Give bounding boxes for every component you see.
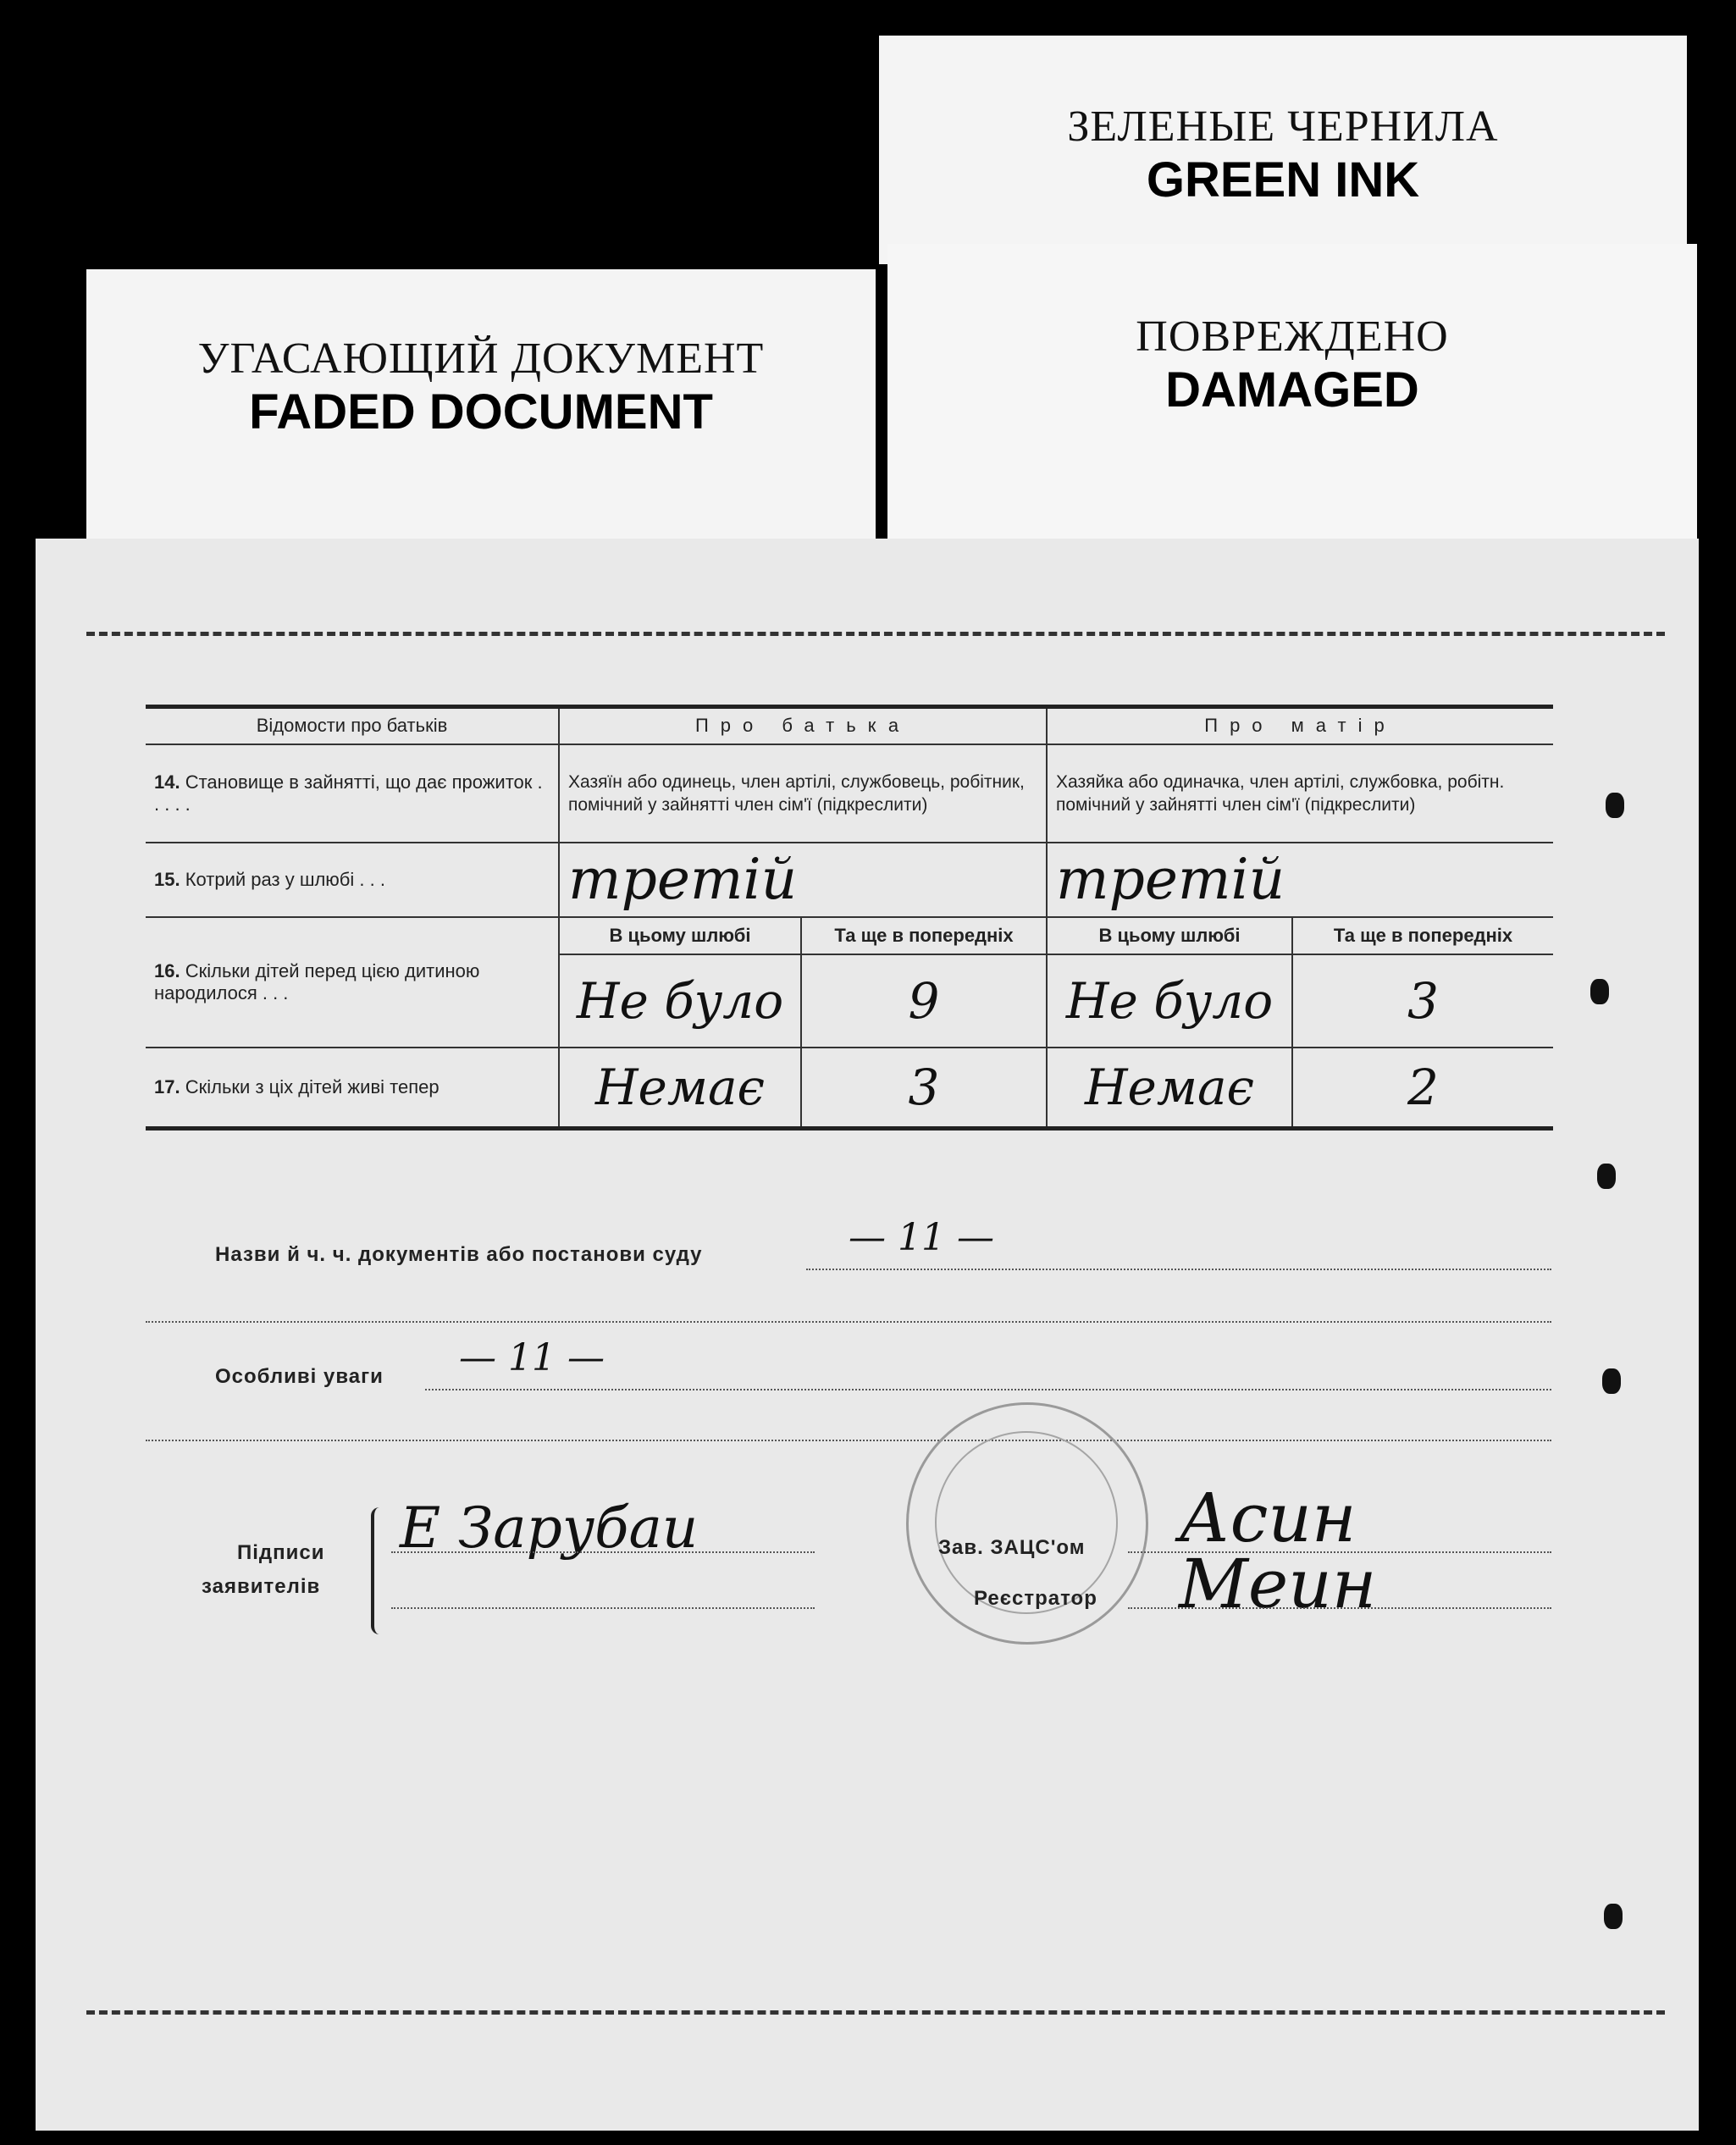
row-15-label	[146, 843, 559, 917]
applicant-signature: Е Зарубаи	[400, 1495, 699, 1561]
header-mother: Про матір	[1047, 707, 1553, 744]
perforation-top	[86, 632, 1665, 636]
sub-father-prev: Та ще в попередніх	[801, 917, 1047, 954]
row-15-text: Котрий раз у шлюбі . . .	[185, 868, 385, 890]
faded-document-card	[86, 269, 876, 566]
document-sheet	[36, 539, 1699, 2131]
damaged-ru: ПОВРЕЖДЕНО	[1136, 312, 1449, 361]
row-14-father: Хазяїн або одинець, член артілі, службовець, робітник, помічний у зайнятті член сім'ї (підкреслити)	[559, 744, 1047, 843]
row-17-text: Скільки з ціх дітей живі тепер	[185, 1075, 440, 1097]
damaged-card	[887, 244, 1697, 566]
remarks-label: Особливі уваги	[215, 1365, 384, 1388]
row-16-label	[146, 917, 559, 1048]
row-15-number: 15.	[154, 868, 180, 890]
sub-mother-this: В цьому шлюбі	[1047, 917, 1292, 954]
row-17-number: 17.	[154, 1075, 180, 1097]
signature-line-2	[391, 1607, 815, 1609]
row-17-mother-this: Немає	[1047, 1048, 1292, 1129]
signatures-brace	[371, 1507, 384, 1634]
documents-value: — 11 —	[849, 1216, 994, 1259]
row-15-father: третій	[559, 843, 1047, 917]
remarks-value: — 11 —	[459, 1336, 605, 1379]
registrar-label: Реєстратор	[974, 1587, 1097, 1610]
sub-father-this: В цьому шлюбі	[559, 917, 801, 954]
row-17-label	[146, 1048, 559, 1129]
row-14-text: Становище в зайнятті, що дає прожиток . . . . .	[154, 771, 543, 815]
binding-hole	[1597, 1164, 1616, 1189]
signature-line-1	[391, 1551, 815, 1553]
signatures-label-2: заявителів	[202, 1575, 321, 1598]
parents-info-table	[146, 705, 1553, 1131]
green-ink-en: GREEN INK	[1146, 152, 1420, 207]
head-line	[1128, 1551, 1551, 1553]
row-16-father-prev: 9	[801, 954, 1047, 1048]
head-signature: Асин	[1179, 1479, 1357, 1557]
row-15-mother: третій	[1047, 843, 1553, 917]
row-17-mother-prev: 2	[1292, 1048, 1553, 1129]
documents-line-1	[806, 1269, 1551, 1270]
head-label: Зав. ЗАЦС'ом	[938, 1536, 1086, 1559]
binding-hole	[1590, 979, 1609, 1004]
header-parents-info: Відомости про батьків	[146, 707, 559, 744]
green-ink-ru: ЗЕЛЕНЫЕ ЧЕРНИЛА	[1067, 102, 1499, 151]
binding-hole	[1602, 1368, 1621, 1394]
row-14-label	[146, 744, 559, 843]
damaged-en: DAMAGED	[1165, 362, 1419, 417]
faded-en: FADED DOCUMENT	[249, 384, 713, 440]
row-16-mother-this: Не було	[1047, 954, 1292, 1048]
row-16-text: Скільки дітей перед цією дитиною народилося . . .	[154, 959, 480, 1003]
registrar-line	[1128, 1607, 1551, 1609]
perforation-bottom	[86, 2010, 1665, 2015]
row-17-father-prev: 3	[801, 1048, 1047, 1129]
row-16-mother-prev: 3	[1292, 954, 1553, 1048]
documents-line-2	[146, 1321, 1551, 1323]
remarks-line-2	[146, 1440, 1551, 1441]
faded-ru: УГАСАЮЩИЙ ДОКУМЕНТ	[197, 334, 765, 383]
row-14-mother: Хазяйка або одиначка, член артілі, службовка, робітн. помічний у зайнятті член сім'ї (підкреслити)	[1047, 744, 1553, 843]
sub-mother-prev: Та ще в попередніх	[1292, 917, 1553, 954]
signatures-label-1: Підписи	[237, 1541, 325, 1564]
binding-hole	[1604, 1904, 1623, 1929]
row-16-number: 16.	[154, 959, 180, 981]
remarks-line-1	[425, 1389, 1551, 1390]
row-16-father-this: Не було	[559, 954, 801, 1048]
header-father: Про батька	[559, 707, 1047, 744]
registrar-signature: Меин	[1179, 1545, 1377, 1623]
row-14-number: 14.	[154, 771, 180, 793]
row-17-father-this: Немає	[559, 1048, 801, 1129]
green-ink-card	[879, 36, 1687, 264]
documents-label: Назви й ч. ч. документів або постанови суду	[215, 1243, 703, 1266]
binding-hole	[1606, 793, 1624, 818]
